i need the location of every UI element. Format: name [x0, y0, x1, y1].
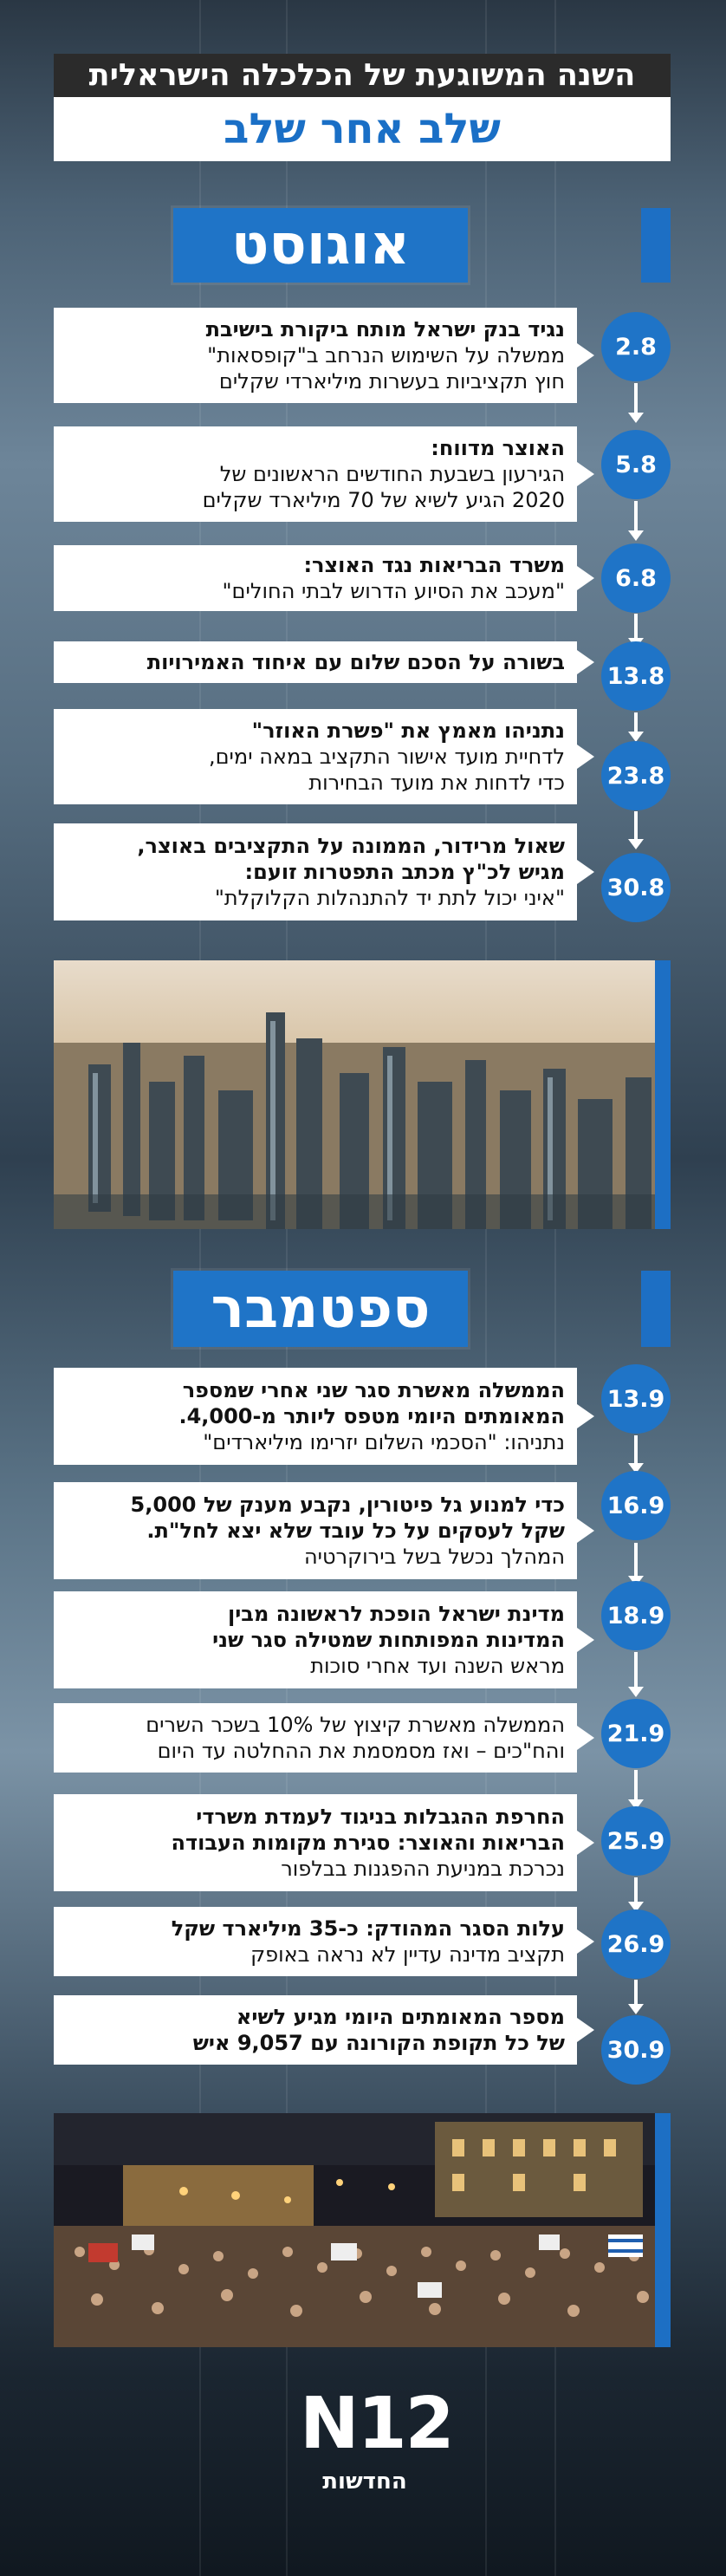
timeline-entry — [54, 1907, 577, 1976]
entry-line: שקל לעסקים על כל עובד שלא יצא לחל"ת. — [146, 1519, 565, 1543]
entry-line: שאול מרידור, הממונה על התקציבים באוצר, — [137, 834, 565, 858]
timeline-entry — [54, 823, 577, 920]
entry-line: האוצר מדווח: — [431, 436, 565, 460]
photo-accent-bar — [655, 2113, 671, 2347]
entry-line: מספר המאומתים היומי מגיע לשיא — [236, 2005, 565, 2029]
month-banner-august: אוגוסט — [173, 208, 468, 283]
page-title: השנה המשוגעת של הכלכלה הישראלית — [54, 54, 671, 97]
entry-line: משרד הבריאות נגד האוצר: — [303, 553, 565, 577]
timeline-entry — [54, 308, 577, 403]
date-badge: 25.9 — [601, 1806, 671, 1876]
protest-crowd-photo — [54, 2113, 671, 2347]
date-badge: 2.8 — [601, 312, 671, 381]
down-arrow-icon — [628, 383, 644, 423]
down-arrow-icon — [628, 1877, 644, 1912]
down-arrow-icon — [628, 712, 644, 742]
date-badge: 30.9 — [601, 2015, 671, 2085]
entry-line: "מעכב את הסיוע הדרוש לבתי החולים" — [222, 579, 565, 603]
entry-line: "איני יכול לתת יד להתנהלות הקלוקלת" — [214, 886, 565, 910]
date-badge: 23.8 — [601, 741, 671, 810]
page-subtitle: שלב אחר שלב — [54, 97, 671, 161]
entry-line: תקציב מדינה עדיין לא נראה באופק — [250, 1942, 565, 1967]
logo-mark: N12 — [300, 2383, 453, 2465]
entry-line: המהלך נכשל בשל בירוקרטיה — [303, 1545, 565, 1569]
timeline-entry — [54, 1995, 577, 2065]
date-badge: 13.8 — [601, 641, 671, 711]
entry-line: נתניהו מאמץ את "פשרת האוזר" — [251, 719, 565, 743]
down-arrow-icon — [628, 811, 644, 849]
n12-logo — [300, 2383, 453, 2541]
entry-line: הממשלה מאשרת סגר שני אחרי שמספר — [182, 1378, 565, 1402]
entry-line: ממשלה על השימוש הנרחב ב"קופסאות" — [207, 343, 565, 368]
down-arrow-icon — [628, 1770, 644, 1810]
date-badge: 18.9 — [601, 1581, 671, 1650]
entry-line: של כל תקופת הקורונה עם 9,057 איש — [192, 2031, 565, 2055]
entry-line: מראש השנה ועד אחרי סוכות — [310, 1654, 565, 1678]
entry-line: חוץ תקציביות בעשרות מיליארדי שקלים — [218, 369, 565, 394]
entry-line: החרפת ההגבלות בניגוד לעמדת משרדי — [196, 1805, 565, 1829]
down-arrow-icon — [628, 1543, 644, 1586]
down-arrow-icon — [628, 1435, 644, 1473]
month-banner-september: ספטמבר — [173, 1271, 468, 1347]
timeline-entry — [54, 1794, 577, 1891]
down-arrow-icon — [628, 1980, 644, 2014]
date-badge: 30.8 — [601, 853, 671, 922]
city-skyline-photo — [54, 960, 671, 1229]
date-badge: 26.9 — [601, 1909, 671, 1979]
entry-line: 2020 הגיע לשיא של 70 מיליארד שקלים — [202, 488, 565, 512]
entry-line: המדינות המפותחות שמטילה סגר שני — [212, 1628, 565, 1652]
month-banner-accent — [641, 208, 671, 283]
entry-line: הממשלה מאשרת קיצוץ של 10% בשכר השרים — [146, 1713, 565, 1737]
date-badge: 6.8 — [601, 543, 671, 613]
entry-line: מגיש לכ"ץ מכתב התפטרות זועם: — [244, 860, 565, 884]
timeline-entry — [54, 1703, 577, 1773]
timeline-entry — [54, 1482, 577, 1579]
entry-line: והח"כים – ואז מסמסמת את ההחלטה עד היום — [157, 1739, 565, 1763]
entry-line: כדי למנוע גל פיטורין, נקבע מענק של 5,000 — [130, 1493, 565, 1517]
city-skyline-illustration — [54, 960, 671, 1229]
entry-line: המאומתים היומי מטפס ליותר מ-4,000. — [178, 1404, 565, 1428]
timeline-entry — [54, 709, 577, 804]
down-arrow-icon — [628, 501, 644, 541]
entry-line: מדינת ישראל הופכת לראשונה מבין — [228, 1602, 565, 1626]
protest-crowd-illustration — [54, 2113, 671, 2347]
photo-accent-bar — [655, 960, 671, 1229]
date-badge: 13.9 — [601, 1364, 671, 1434]
timeline-entry — [54, 641, 577, 683]
timeline-entry — [54, 1368, 577, 1465]
entry-line: נכרכת במניעת ההפגנות בבלפור — [281, 1857, 565, 1881]
date-badge: 5.8 — [601, 430, 671, 499]
month-banner-accent — [641, 1271, 671, 1347]
down-arrow-icon — [628, 1652, 644, 1697]
entry-line: כדי לדחות את מועד הבחירות — [308, 771, 565, 795]
date-badge: 16.9 — [601, 1471, 671, 1540]
entry-line: הבריאות והאוצר: סגירת מקומות העבודה — [171, 1831, 565, 1855]
entry-line: נגיד בנק ישראל מותח ביקורת בישיבת — [205, 317, 565, 342]
logo-name: החדשות — [322, 2469, 407, 2495]
entry-line: הגירעון בשבעת החודשים הראשונים של — [219, 462, 565, 486]
timeline-entry — [54, 545, 577, 611]
timeline-entry — [54, 1591, 577, 1688]
entry-line: בשורה על הסכם שלום עם איחוד האמירויות — [146, 650, 565, 674]
entry-line: לדחיית מועד אישור התקציב במאה ימים, — [209, 745, 565, 769]
timeline-entry — [54, 426, 577, 522]
entry-line: עלות הסגר המהודק: כ-35 מיליארד שקל — [171, 1916, 565, 1941]
date-badge: 21.9 — [601, 1699, 671, 1768]
entry-line: נתניהו: "הסכמי השלום יזרימו מיליארדים" — [203, 1430, 565, 1454]
